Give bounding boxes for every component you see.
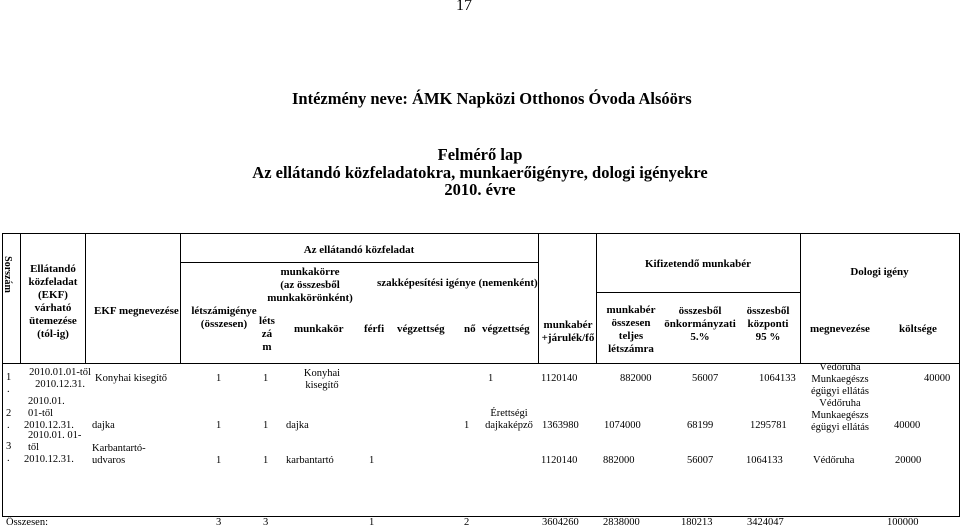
col-ferfi: férfi	[364, 323, 385, 335]
row-cost: 20000	[895, 455, 922, 466]
row-central: 1295781	[750, 420, 787, 431]
row-lets: 1	[263, 420, 269, 431]
col-central: összesből központi 95 %	[746, 305, 790, 343]
col-wage: munkabér +járulék/fő	[541, 319, 595, 344]
col-qualification: szakképesítési igénye (nemenként)	[377, 277, 538, 289]
row-own: 68199	[687, 420, 714, 431]
row-wage: 1120140	[541, 455, 578, 466]
totals-own: 180213	[681, 517, 713, 528]
col-by-job: munkakörre (az összesből munkakörönként)	[267, 266, 353, 304]
totals-ferfi: 1	[369, 517, 375, 528]
row-period: 2010.01. 01-től 2010.12.31.	[24, 396, 74, 431]
totals-cost: 100000	[887, 517, 919, 528]
row-central: 1064133	[759, 373, 796, 384]
col-vegzettseg-no: végzettség	[482, 323, 530, 335]
row-lets: 1	[263, 373, 269, 384]
row-staff: 1	[216, 455, 222, 466]
institution-name: Intézmény neve: ÁMK Napközi Otthonos Óvoda Alsóörs	[292, 89, 692, 108]
row-job: karbantartó	[286, 455, 334, 466]
col-sorszam: Sorszám	[1, 256, 13, 293]
col-own: összesből önkormányzati 5.%	[664, 305, 736, 343]
totals-central: 3424047	[747, 517, 784, 528]
row-own: 56007	[692, 373, 719, 384]
heading-line-3: 2010. évre	[444, 180, 516, 199]
row-dologi: Védőruha	[813, 455, 855, 466]
row-cost: 40000	[924, 373, 951, 384]
row-qualification: Érettségi dajkaképző	[485, 408, 533, 431]
col-total: munkabér összesen teljes létszámra	[606, 304, 656, 355]
totals-staff: 3	[216, 517, 222, 528]
row-ekf-name: Konyhai kisegítő	[95, 373, 168, 384]
col-no: nő	[464, 323, 476, 335]
row-dologi: Védőruha Munkaegészs égügyi ellátás	[810, 398, 870, 433]
row-lets: 1	[263, 455, 269, 466]
row-ekf-name: Karbantartó- udvaros	[92, 443, 146, 466]
row-central: 1064133	[746, 455, 783, 466]
page-number: 17	[456, 0, 472, 14]
col-lets: léts zá m	[259, 315, 275, 353]
totals-label: Összesen:	[6, 517, 48, 528]
row-period: 2010.01.01-től 2010.12.31.	[29, 367, 91, 390]
totals-no: 2	[464, 517, 470, 528]
row-number: 3	[6, 441, 12, 452]
row-own: 56007	[687, 455, 714, 466]
row-staff: 1	[216, 420, 222, 431]
row-number: 2	[6, 408, 12, 419]
col-ekf-name: EKF megnevezése	[94, 305, 179, 317]
row-ekf-name: dajka	[92, 420, 115, 431]
totals-wage: 3604260	[542, 517, 579, 528]
row-ferfi-count: 1	[369, 455, 375, 466]
row-no-count: 1	[488, 373, 494, 384]
row-total: 882000	[603, 455, 635, 466]
col-group-task: Az ellátandó közfeladat	[303, 244, 415, 256]
col-megnevezese: megnevezése	[810, 323, 870, 335]
col-dologi-group: Dologi igény	[850, 266, 909, 278]
heading-line-1: Felmérő lap	[437, 145, 523, 164]
row-dologi: Védőruha Munkaegészs égügyi ellátás	[810, 362, 870, 397]
row-staff: 1	[216, 373, 222, 384]
row-job: dajka	[286, 420, 309, 431]
heading-line-2: Az ellátandó közfeladatokra, munkaerőigényre, dologi igényekre	[252, 163, 708, 182]
row-no-count: 1	[464, 420, 470, 431]
row-total: 1074000	[604, 420, 641, 431]
row-job: Konyhai kisegítő	[303, 368, 341, 391]
row-number: 1	[6, 372, 12, 383]
col-ekf-period: Ellátandó közfeladat (EKF) várható ütemezése (tól-ig)	[28, 263, 78, 340]
row-wage: 1363980	[542, 420, 579, 431]
row-wage: 1120140	[541, 373, 578, 384]
col-payable-group: Kifizetendő munkabér	[644, 258, 752, 270]
row-period: 2010.01. 01- től 2010.12.31.	[24, 430, 82, 465]
col-munkakor: munkakör	[294, 323, 344, 335]
col-staffing: létszámigénye (összesen)	[191, 305, 257, 330]
row-total: 882000	[620, 373, 652, 384]
col-koltsege: költsége	[899, 323, 937, 335]
row-cost: 40000	[894, 420, 921, 431]
col-vegzettseg-ferfi: végzettség	[397, 323, 445, 335]
totals-lets: 3	[263, 517, 269, 528]
totals-total: 2838000	[603, 517, 640, 528]
